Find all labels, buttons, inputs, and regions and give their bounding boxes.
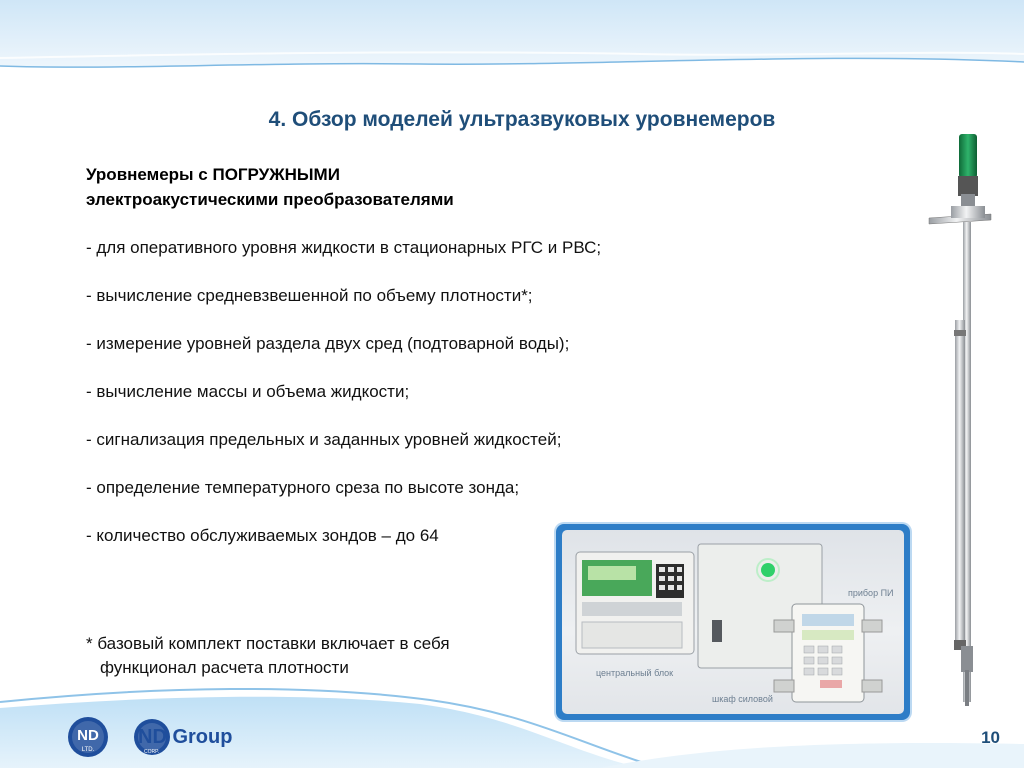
feature-item: - сигнализация предельных и заданных уровней жидкостей;: [86, 430, 562, 449]
nd-ltd-logo-text: ND: [77, 727, 99, 744]
immersion-probe-image: [925, 130, 995, 720]
page-number: 10: [981, 728, 1000, 747]
feature-list: [86, 237, 726, 573]
header-wave-decoration: [0, 0, 1024, 110]
section-subtitle: [86, 162, 606, 212]
subtitle-line-1: Уровнемеры с ПОГРУЖНЫМИ: [86, 165, 340, 184]
nd-group-logo-sub: CORP.: [144, 749, 160, 755]
label-power-cabinet: шкаф силовой: [712, 694, 773, 704]
nd-group-logo-text: ND Group: [138, 726, 233, 748]
equipment-photo: [562, 530, 904, 714]
equipment-photo-frame: [556, 524, 910, 720]
feature-item: - измерение уровней раздела двух сред (подтоварной воды);: [86, 334, 570, 353]
feature-item: - вычисление массы и объема жидкости;: [86, 382, 410, 401]
nd-ltd-logo: [66, 715, 110, 761]
feature-item: - для оперативного уровня жидкости в стационарных РГС и РВС;: [86, 238, 602, 257]
feature-item: - вычисление средневзвешенной по объему плотности*;: [86, 286, 533, 305]
subtitle-line-2: электроакустическими преобразователями: [86, 190, 454, 209]
feature-item: - количество обслуживаемых зондов – до 64: [86, 526, 439, 545]
nd-group-logo: [132, 717, 244, 759]
slide-title: 4. Обзор моделей ультразвуковых уровнемеров: [268, 108, 776, 131]
footnote-line-1: * базовый комплект поставки включает в себя: [86, 634, 450, 653]
feature-item: - определение температурного среза по высоте зонда;: [86, 478, 520, 497]
nd-ltd-logo-sub: LTD.: [81, 747, 95, 753]
footnote: [86, 632, 546, 680]
label-central-block: центральный блок: [596, 668, 674, 678]
footnote-line-2: функционал расчета плотности: [100, 658, 349, 677]
label-device-pi: прибор ПИ: [848, 588, 894, 598]
